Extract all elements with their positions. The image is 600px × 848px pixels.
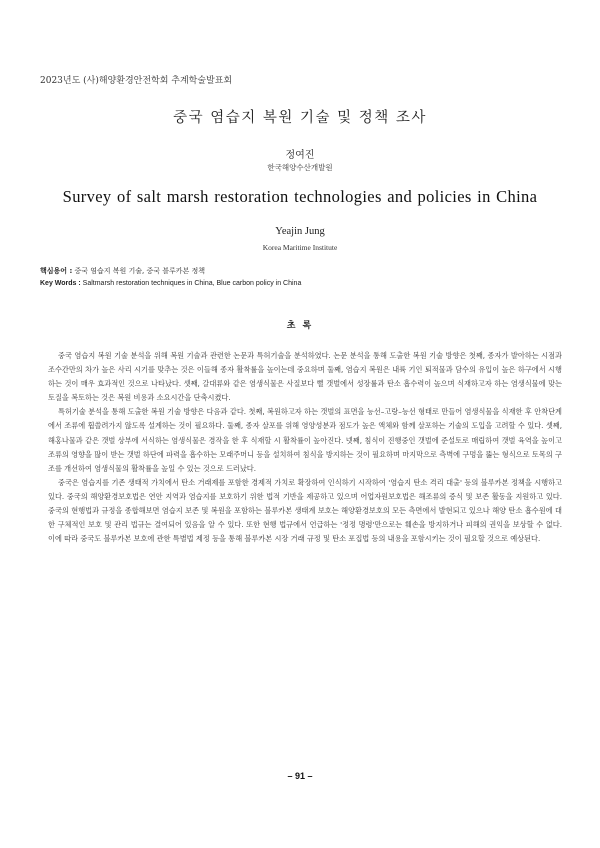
abstract-paragraph: 중국 염습지 복원 기술 분석을 위해 복원 기술과 관련한 논문과 특허기술을 분석하였다. 논문 분석을 통해 도출한 복원 기술 방향은 첫째, 종자가 발아하는 시점과 조수간만의 차가 높은 사리 시기를 맞추는 것은 이들해 종자 활착률을 높이는데 중요하며 둘째, 염습지 복원은 내륙 기인 퇴적물과 담수의 유입이 높은 하구에서 시행하는 것이 매우 효과적인 것으로 나타났다. 셋째, 갈대류와 같은 염생식물은 사질보다 뻘 갯벌에서 성장률과 탄소 흡수력이 높으며 식재하고자 하는 염생식물에 맞는 토질을 복토하는 것은 복원 비용과 소요시간을 단축시켰다. [48, 351, 562, 403]
abstract-paragraph: 특허기술 분석을 통해 도출한 복원 기술 방향은 다음과 같다. 첫째, 복원하고자 하는 갯벌의 표면을 능선–고랑–능선 형태로 만들어 염생식물을 식재한 후 안착단계에서 조류에 휩쓸려가지 않도록 설계하는 것이 필요하다. 둘째, 종자 살포를 위해 영양성분과 점도가 높은 액체와 함께 살포하는 기술의 도입을 고려할 수 있다. 셋째, 해홍나물과 같은 갯벌 상부에 서식하는 염생식물은 경작을 한 후 식재할 시 활착률이 높아진다. 넷째, 침식이 진행중인 갯벌에 준설토로 매립하여 갯벌 육역을 높이고 조류의 영향을 많이 받는 갯벌 하단에 파력을 흡수하는 모래주머니 등을 설치하여 침식을 방지하는 것이 필요하며 마지막으로 측벽에 구멍을 뚫는 형식으로 토목의 구조를 개선하여 염생식물의 활착률을 높일 수 있는 것으로 드러났다. [48, 407, 562, 473]
keywords-korean-text: 중국 염습지 복원 기술, 중국 블루카본 정책 [72, 267, 206, 275]
abstract-paragraph: 중국은 염습지를 기존 생태적 가치에서 탄소 거래제를 포함한 경제적 가치로 확장하여 인식하기 시작하여 '염습지 탄소 격리 대출' 등의 블루카본 정책을 시행하고 있다. 중국의 해양환경보호법은 연안 지역과 염습지를 보호하기 위한 법적 기반을 제공하고 있으며 어업자원보호법은 해조류의 증식 및 보존 활동을 지원하고 있다. 중국의 현행법과 규정을 종합해보면 염습지 보존 및 복원을 포함하는 블루카본 생태계 보호는 해양환경보호의 모든 측면에서 발현되고 있으나 해양 탄소 흡수원에 대한 구체적인 보호 및 관리 법규는 결여되어 있음을 알 수 있다. 또한 현행 법규에서 언급하는 '정정 명령'만으로는 훼손을 방지하거나 피해의 권익을 보상할 수 없다. 이에 따라 중국도 블루카본 보호에 관한 특별법 제정 등을 통해 블루카본 시장 거래 규정 및 탄소 포집법 등의 내용을 포함시키는 것이 필요할 것으로 예상된다. [48, 477, 562, 544]
keywords-english [40, 280, 301, 287]
keywords-korean [40, 266, 205, 276]
abstract-body [48, 349, 562, 546]
author-name-english: Yeajin Jung [275, 226, 325, 237]
keywords-korean-label: 핵심용어 : [40, 267, 73, 275]
title-korean: 중국 염습지 복원 기술 및 정책 조사 [173, 110, 427, 126]
keywords-english-label: Key Words : [40, 280, 81, 287]
keywords-english-text: Saltmarsh restoration techniques in China, Blue carbon policy in China [80, 280, 302, 287]
title-english: Survey of salt marsh restoration technologies and policies in China [62, 187, 538, 206]
author-name-korean: 정여진 [285, 150, 315, 161]
author-affiliation-english: Korea Maritime Institute [262, 243, 338, 252]
page-number: – 91 – [287, 771, 313, 781]
abstract-heading: 초 록 [286, 321, 314, 331]
conference-header: 2023년도 (사)해양환경안전학회 추계학술발표회 [40, 76, 233, 86]
author-affiliation-korean: 한국해양수산개발원 [267, 163, 333, 172]
